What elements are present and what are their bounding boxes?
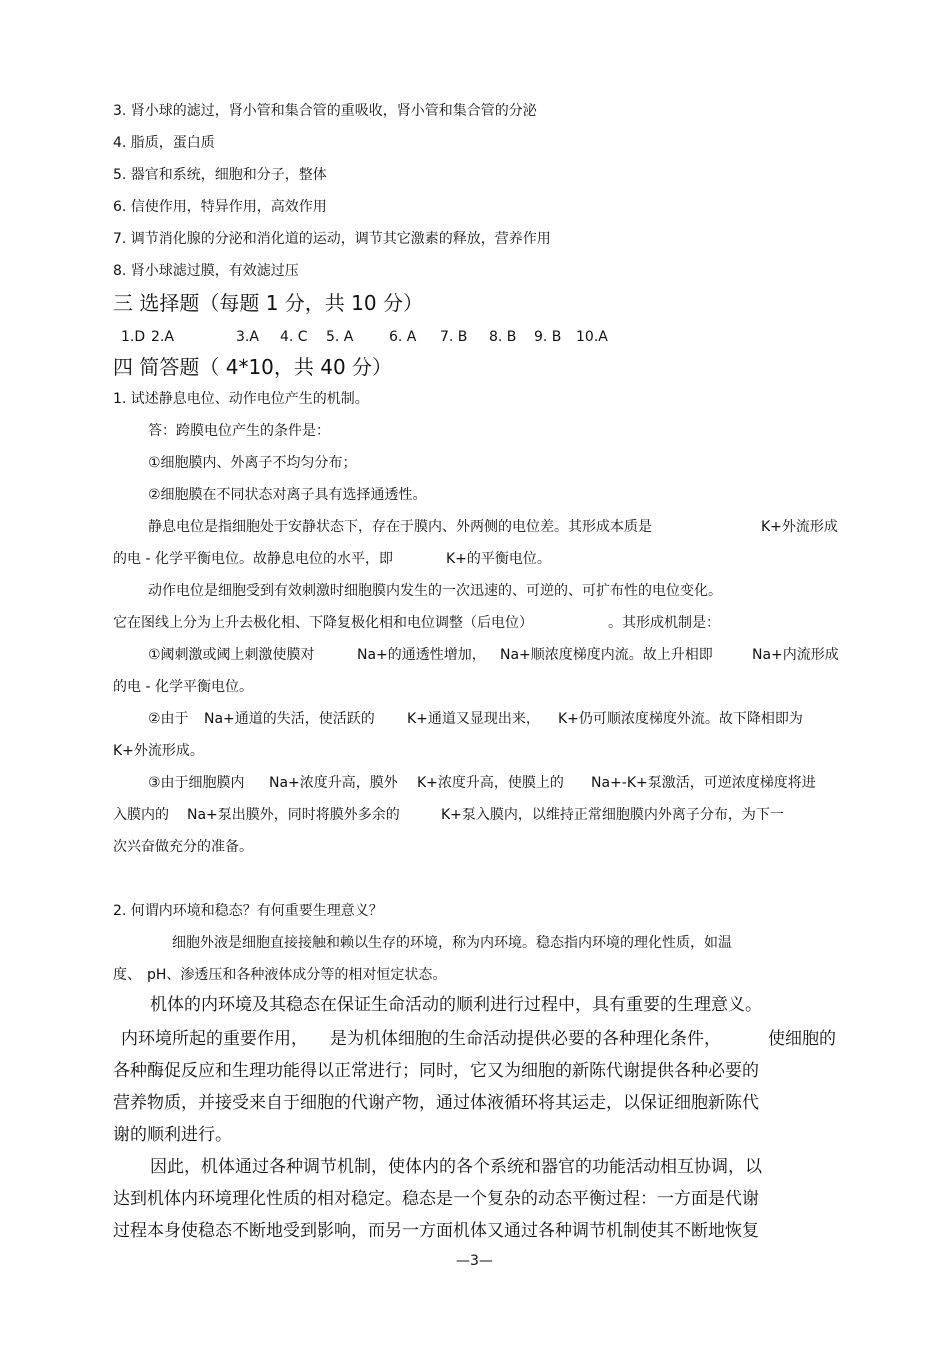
choice-answer: 7. B xyxy=(440,329,468,345)
choice-answer: 2.A xyxy=(151,329,174,345)
choice-answer: 10.A xyxy=(576,329,608,345)
q1-paragraph-text: ②由于 xyxy=(148,711,189,727)
choice-answer: 1.D xyxy=(121,329,146,345)
q2-paragraph-text: 各种酶促反应和生理功能得以正常进行；同时，它又为细胞的新陈代谢提供各种必要的 xyxy=(113,1061,759,1081)
q1-paragraph-text: Na+顺浓度梯度内流。故上升相即 xyxy=(500,647,713,663)
q1-paragraph-text: Na+浓度升高，膜外 xyxy=(269,775,398,791)
choice-answer: 3.A xyxy=(236,329,259,345)
q2-paragraph-text: 营养物质，并接受来自于细胞的代谢产物，通过体液循环将其运走，以保证细胞新陈代 xyxy=(113,1093,759,1113)
q1-paragraph-text: Na+的通透性增加， xyxy=(357,647,486,663)
q2-paragraph-text: 细胞外液是细胞直接接触和赖以生存的环境，称为内环境。稳态指内环境的理化性质，如温 xyxy=(172,935,732,951)
q2-paragraph-text: 内环境所起的重要作用， xyxy=(121,1029,308,1049)
q1-paragraph-text: 它在图线上分为上升去极化相、下降复极化相和电位调整（后电位） xyxy=(113,615,533,631)
q1-paragraph-text: K+通道又显现出来， xyxy=(407,711,540,727)
q2-paragraph-text: 谢的顺利进行。 xyxy=(113,1125,232,1145)
q2-paragraph-text: pH、渗透压和各种液体成分等的相对恒定状态。 xyxy=(147,967,447,983)
q1-paragraph-text: 的电 - 化学平衡电位。故静息电位的水平，即 xyxy=(113,551,393,567)
choice-answer: 5. A xyxy=(326,329,354,345)
q1-paragraph-text: 静息电位是指细胞处于安静状态下，存在于膜内、外两侧的电位差。其形成本质是 xyxy=(148,519,652,535)
q1-paragraph-text: Na+-K+泵激活，可逆浓度梯度将进 xyxy=(591,775,816,791)
q2-paragraph-text: 度、 xyxy=(113,967,141,983)
q1-paragraph-text: 。其形成机制是： xyxy=(608,615,720,631)
answer-line-3: 3. 肾小球的滤过，肾小管和集合管的重吸收，肾小管和集合管的分泌 xyxy=(113,103,537,119)
q1-paragraph-text: ①阈刺激或阈上刺激使膜对 xyxy=(148,647,315,663)
q1-paragraph-text: Na+内流形成 xyxy=(752,647,839,663)
answer-line-6: 6. 信使作用，特异作用，高效作用 xyxy=(113,199,327,215)
q1-answer-line: 答：跨膜电位产生的条件是： xyxy=(148,423,330,439)
question-1: 1. 试述静息电位、动作电位产生的机制。 xyxy=(113,391,369,407)
answer-line-7: 7. 调节消化腺的分泌和消化道的运动，调节其它激素的释放，营养作用 xyxy=(113,231,551,247)
answer-line-5: 5. 器官和系统，细胞和分子，整体 xyxy=(113,167,327,183)
q1-paragraph-text: ③由于细胞膜内 xyxy=(148,775,245,791)
q2-paragraph-text: 达到机体内环境理化性质的相对稳定。稳态是一个复杂的动态平衡过程：一方面是代谢 xyxy=(113,1189,759,1209)
q1-paragraph-text: K+外流形成。 xyxy=(113,743,204,759)
q2-paragraph-text: 使细胞的 xyxy=(768,1029,836,1049)
page-number: —3— xyxy=(456,1253,493,1269)
question-2: 2. 何谓内环境和稳态？有何重要生理意义？ xyxy=(113,903,383,919)
q1-paragraph-text: K+仍可顺浓度梯度外流。故下降相即为 xyxy=(558,711,803,727)
q1-answer-line: ②细胞膜在不同状态对离子具有选择通透性。 xyxy=(148,487,427,503)
q1-paragraph-text: 入膜内的 xyxy=(113,807,169,823)
q1-answer-line: ①细胞膜内、外离子不均匀分布； xyxy=(148,455,357,471)
q1-paragraph-text: K+泵入膜内，以维持正常细胞膜内外离子分布，为下一 xyxy=(441,807,784,823)
q2-paragraph-text: 因此，机体通过各种调节机制，使体内的各个系统和器官的功能活动相互协调，以 xyxy=(150,1157,762,1177)
q1-paragraph-text: 动作电位是细胞受到有效刺激时细胞膜内发生的一次迅速的、可逆的、可扩布性的电位变化。 xyxy=(148,583,722,599)
q1-paragraph-text: K+浓度升高，使膜上的 xyxy=(417,775,564,791)
section-heading-short-answer: 四 简答题（ 4*10，共 40 分） xyxy=(113,355,393,379)
q1-paragraph-text: Na+泵出膜外，同时将膜外多余的 xyxy=(187,807,400,823)
section-heading-choice: 三 选择题（每题 1 分，共 10 分） xyxy=(113,291,423,315)
q1-paragraph-text: Na+通道的失活，使活跃的 xyxy=(204,711,375,727)
q1-paragraph-text: 的电 - 化学平衡电位。 xyxy=(113,679,253,695)
choice-answer: 4. C xyxy=(280,329,308,345)
q2-paragraph-text: 是为机体细胞的生命活动提供必要的各种理化条件， xyxy=(330,1029,721,1049)
choice-answer: 8. B xyxy=(489,329,517,345)
q1-paragraph-text: K+外流形成 xyxy=(761,519,838,535)
answer-line-4: 4. 脂质，蛋白质 xyxy=(113,135,215,151)
q1-paragraph-text: 次兴奋做充分的准备。 xyxy=(113,839,253,855)
q2-paragraph-text: 过程本身使稳态不断地受到影响，而另一方面机体又通过各种调节机制使其不断地恢复 xyxy=(113,1221,759,1241)
q1-paragraph-text: K+的平衡电位。 xyxy=(446,551,551,567)
answer-line-8: 8. 肾小球滤过膜，有效滤过压 xyxy=(113,263,299,279)
q2-paragraph-text: 机体的内环境及其稳态在保证生命活动的顺利进行过程中，具有重要的生理意义。 xyxy=(150,995,762,1015)
choice-answer: 9. B xyxy=(534,329,562,345)
choice-answer: 6. A xyxy=(389,329,417,345)
